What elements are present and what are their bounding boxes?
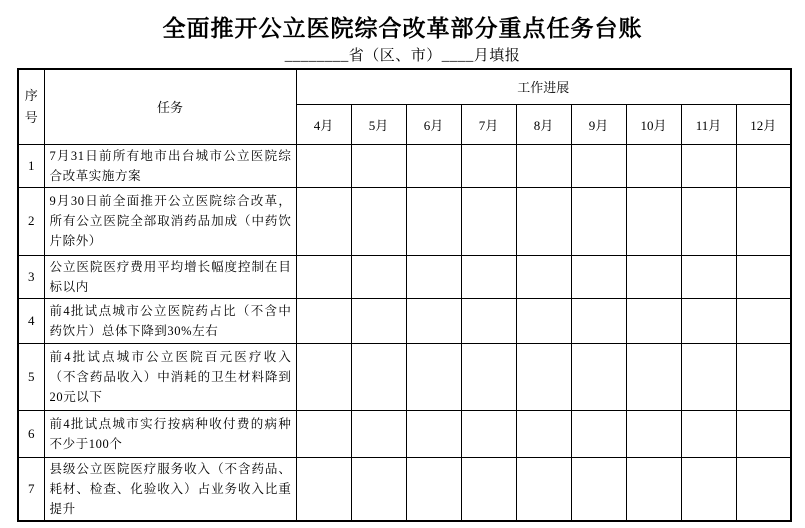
progress-cell bbox=[351, 343, 406, 410]
page-title: 全面推开公立医院综合改革部分重点任务台账 bbox=[162, 16, 643, 41]
task-text: 前4批试点城市公立医院百元医疗收入（不含药品收入）中消耗的卫生材料降到20元以下 bbox=[44, 343, 296, 410]
progress-cell bbox=[681, 187, 736, 255]
progress-cell bbox=[681, 298, 736, 343]
progress-cell bbox=[571, 343, 626, 410]
progress-cell bbox=[516, 187, 571, 255]
task-ledger-table bbox=[17, 68, 792, 522]
subtitle-fill-in-line: ________省（区、市）____月填报 bbox=[284, 48, 521, 64]
progress-cell bbox=[516, 457, 571, 521]
table-row bbox=[18, 144, 791, 187]
table-row bbox=[18, 187, 791, 255]
month-header-jun: 6月 bbox=[406, 104, 461, 144]
progress-cell bbox=[736, 298, 791, 343]
progress-cell bbox=[296, 298, 351, 343]
month-header-oct: 10月 bbox=[626, 104, 681, 144]
progress-cell bbox=[406, 410, 461, 457]
progress-cell bbox=[681, 144, 736, 187]
progress-cell bbox=[736, 255, 791, 298]
progress-cell bbox=[516, 410, 571, 457]
row-number: 1 bbox=[18, 144, 44, 187]
task-text: 前4批试点城市实行按病种收付费的病种不少于100个 bbox=[44, 410, 296, 457]
progress-cell bbox=[681, 255, 736, 298]
progress-cell bbox=[351, 298, 406, 343]
progress-cell bbox=[516, 144, 571, 187]
row-number: 4 bbox=[18, 298, 44, 343]
progress-cell bbox=[626, 255, 681, 298]
progress-cell bbox=[406, 187, 461, 255]
progress-cell bbox=[406, 144, 461, 187]
progress-cell bbox=[736, 457, 791, 521]
progress-cell bbox=[571, 187, 626, 255]
row-number: 6 bbox=[18, 410, 44, 457]
progress-cell bbox=[516, 255, 571, 298]
progress-cell bbox=[681, 457, 736, 521]
progress-cell bbox=[351, 187, 406, 255]
progress-cell bbox=[461, 457, 516, 521]
month-header-aug: 8月 bbox=[516, 104, 571, 144]
table-row bbox=[18, 410, 791, 457]
progress-cell bbox=[571, 298, 626, 343]
row-number: 7 bbox=[18, 457, 44, 521]
progress-cell bbox=[516, 343, 571, 410]
progress-cell bbox=[406, 298, 461, 343]
header-task: 任务 bbox=[44, 69, 296, 144]
task-text: 9月30日前全面推开公立医院综合改革，所有公立医院全部取消药品加成（中药饮片除外） bbox=[44, 187, 296, 255]
progress-cell bbox=[406, 255, 461, 298]
progress-cell bbox=[516, 298, 571, 343]
progress-cell bbox=[571, 255, 626, 298]
progress-cell bbox=[626, 187, 681, 255]
progress-cell bbox=[461, 298, 516, 343]
task-text: 7月31日前所有地市出台城市公立医院综合改革实施方案 bbox=[44, 144, 296, 187]
month-header-apr: 4月 bbox=[296, 104, 351, 144]
progress-cell bbox=[351, 255, 406, 298]
progress-cell bbox=[351, 410, 406, 457]
progress-cell bbox=[571, 410, 626, 457]
progress-cell bbox=[736, 343, 791, 410]
progress-cell bbox=[461, 255, 516, 298]
progress-cell bbox=[296, 255, 351, 298]
row-number: 3 bbox=[18, 255, 44, 298]
progress-cell bbox=[736, 410, 791, 457]
table-row bbox=[18, 298, 791, 343]
month-header-jul: 7月 bbox=[461, 104, 516, 144]
month-header-sep: 9月 bbox=[571, 104, 626, 144]
table-row bbox=[18, 457, 791, 521]
progress-cell bbox=[626, 410, 681, 457]
progress-cell bbox=[681, 410, 736, 457]
table-row bbox=[18, 255, 791, 298]
progress-cell bbox=[626, 457, 681, 521]
task-text: 县级公立医院医疗服务收入（不含药品、耗材、检查、化验收入）占业务收入比重提升 bbox=[44, 457, 296, 521]
progress-cell bbox=[296, 187, 351, 255]
progress-cell bbox=[351, 144, 406, 187]
row-number: 2 bbox=[18, 187, 44, 255]
table-row bbox=[18, 343, 791, 410]
progress-cell bbox=[626, 144, 681, 187]
progress-cell bbox=[461, 343, 516, 410]
progress-cell bbox=[296, 457, 351, 521]
progress-cell bbox=[736, 144, 791, 187]
header-progress: 工作进展 bbox=[296, 69, 791, 104]
progress-cell bbox=[571, 144, 626, 187]
progress-cell bbox=[626, 343, 681, 410]
month-header-may: 5月 bbox=[351, 104, 406, 144]
task-text: 公立医院医疗费用平均增长幅度控制在目标以内 bbox=[44, 255, 296, 298]
progress-cell bbox=[461, 410, 516, 457]
row-number: 5 bbox=[18, 343, 44, 410]
progress-cell bbox=[461, 144, 516, 187]
month-header-nov: 11月 bbox=[681, 104, 736, 144]
progress-cell bbox=[296, 144, 351, 187]
progress-cell bbox=[296, 410, 351, 457]
progress-cell bbox=[406, 343, 461, 410]
month-header-dec: 12月 bbox=[736, 104, 791, 144]
progress-cell bbox=[571, 457, 626, 521]
progress-cell bbox=[351, 457, 406, 521]
progress-cell bbox=[681, 343, 736, 410]
progress-cell bbox=[406, 457, 461, 521]
progress-cell bbox=[296, 343, 351, 410]
task-text: 前4批试点城市公立医院药占比（不含中药饮片）总体下降到30%左右 bbox=[44, 298, 296, 343]
progress-cell bbox=[626, 298, 681, 343]
progress-cell bbox=[736, 187, 791, 255]
progress-cell bbox=[461, 187, 516, 255]
header-index: 序号 bbox=[18, 69, 44, 144]
